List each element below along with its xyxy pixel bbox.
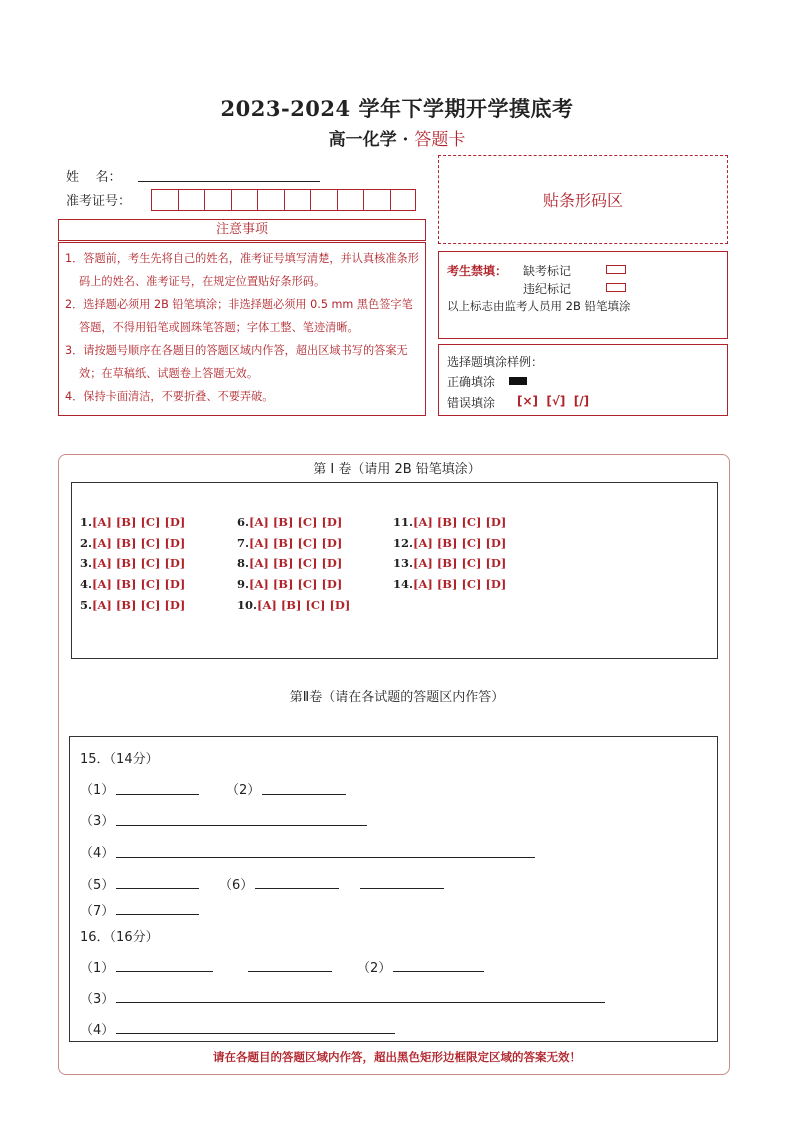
mc-question — [80, 536, 189, 550]
mc-question-number: 12. — [393, 536, 414, 550]
exam-id-cell-divider — [390, 189, 391, 211]
q16-sub4-label: （4） — [80, 1023, 115, 1038]
mc-option-d[interactable]: [D] — [321, 556, 343, 570]
exam-id-cell-divider — [310, 189, 311, 211]
correct-fill-mark — [509, 377, 527, 385]
part2-title: 第Ⅱ卷（请在各试题的答题区内作答） — [289, 690, 505, 705]
page-subtitle — [0, 125, 794, 150]
exam-id-cell-divider — [363, 189, 364, 211]
mc-question — [393, 577, 510, 591]
mc-option-c[interactable]: [C] — [297, 515, 318, 529]
q15-sub1-line[interactable] — [116, 794, 199, 795]
q15-sub2-line[interactable] — [262, 794, 346, 795]
mc-option-a[interactable]: [A] — [413, 515, 433, 529]
footer-warning: 请在各题目的答题区域内作答，超出黑色矩形边框限定区域的答案无效！ — [213, 1050, 581, 1064]
correct-fill-label: 正确填涂 — [447, 375, 496, 389]
mc-option-c[interactable]: [C] — [140, 556, 161, 570]
mc-option-d[interactable]: [D] — [485, 577, 507, 591]
subtitle-answer-card: 答题卡 — [414, 130, 466, 150]
q15-sub2-label: （2） — [226, 783, 261, 798]
q16-sub2-label: （2） — [357, 961, 392, 976]
absent-label: 缺考标记 — [523, 264, 572, 278]
mc-option-b[interactable]: [B] — [115, 536, 137, 550]
subjective-box — [69, 736, 718, 1042]
mc-option-b[interactable]: [B] — [436, 577, 458, 591]
examiner-only-box — [438, 251, 728, 339]
mc-option-c[interactable]: [C] — [305, 598, 326, 612]
mc-question — [237, 536, 346, 550]
mc-question-number: 3. — [80, 556, 93, 570]
mc-question-number: 11. — [393, 515, 414, 529]
mc-option-b[interactable]: [B] — [115, 515, 137, 529]
forbid-title: 考生禁填： — [447, 264, 508, 278]
mc-option-b[interactable]: [B] — [272, 515, 294, 529]
mc-question-number: 6. — [237, 515, 250, 529]
mc-option-d[interactable]: [D] — [485, 556, 507, 570]
mc-option-d[interactable]: [D] — [164, 556, 186, 570]
mc-option-b[interactable]: [B] — [436, 556, 458, 570]
subtitle-main: 高一化学 · — [328, 130, 415, 150]
mc-option-c[interactable]: [C] — [140, 515, 161, 529]
mc-option-b[interactable]: [B] — [280, 598, 302, 612]
q15-sub5-label: （5） — [80, 878, 115, 893]
name-label: 姓 名： — [66, 170, 122, 185]
notice-item: 4．保持卡面清洁，不要折叠、不要弄破。 — [65, 390, 274, 403]
mc-question-number: 10. — [237, 598, 258, 612]
mc-option-c[interactable]: [C] — [461, 556, 482, 570]
mc-option-d[interactable]: [D] — [329, 598, 351, 612]
wrong-fill-label: 错误填涂 — [447, 396, 496, 410]
mc-question-number: 4. — [80, 577, 93, 591]
mc-option-a[interactable]: [A] — [92, 515, 112, 529]
mc-question — [237, 556, 346, 570]
mc-option-c[interactable]: [C] — [297, 556, 318, 570]
mc-option-c[interactable]: [C] — [461, 536, 482, 550]
mc-option-c[interactable]: [C] — [297, 536, 318, 550]
q16-sub1-line-b[interactable] — [248, 971, 332, 972]
mc-option-d[interactable]: [D] — [164, 577, 186, 591]
mc-option-d[interactable]: [D] — [164, 598, 186, 612]
mc-question-number: 2. — [80, 536, 93, 550]
mc-question-number: 5. — [80, 598, 93, 612]
mc-question-number: 7. — [237, 536, 250, 550]
mc-question-number: 13. — [393, 556, 414, 570]
violation-label: 违纪标记 — [523, 282, 572, 296]
notice-item: 2．选择题必须用 2B 铅笔填涂；非选择题必须用 0.5 mm 黑色签字笔答题，不得用铅笔或圆珠笔答题；字体工整、笔迹清晰。 — [65, 298, 413, 334]
sample-title: 选择题填涂样例： — [447, 355, 544, 369]
exam-id-cell-divider — [337, 189, 338, 211]
exam-id-cell-divider — [178, 189, 179, 211]
mc-question-number: 9. — [237, 577, 250, 591]
mc-question — [80, 598, 189, 612]
mc-option-b[interactable]: [B] — [436, 515, 458, 529]
mc-option-a[interactable]: [A] — [413, 556, 433, 570]
violation-mark-box[interactable] — [606, 283, 626, 292]
q16-sub1-label: （1） — [80, 961, 115, 976]
mc-option-a[interactable]: [A] — [413, 536, 433, 550]
q15-sub4-label: （4） — [80, 846, 115, 861]
mc-option-b[interactable]: [B] — [272, 577, 294, 591]
mc-question — [80, 556, 189, 570]
mc-option-b[interactable]: [B] — [272, 556, 294, 570]
mc-option-a[interactable]: [A] — [92, 536, 112, 550]
q16-sub3-line[interactable] — [116, 1002, 605, 1003]
mc-option-a[interactable]: [A] — [413, 577, 433, 591]
mc-question — [237, 515, 346, 529]
mc-question — [393, 536, 510, 550]
mc-option-b[interactable]: [B] — [115, 556, 137, 570]
q16-sub4-line[interactable] — [116, 1033, 395, 1034]
page-title: 2023-2024 学年下学期开学摸底考 — [220, 96, 574, 121]
mc-option-b[interactable]: [B] — [115, 598, 137, 612]
q15-sub5-line[interactable] — [116, 888, 199, 889]
q16-title: 16．（16分） — [80, 930, 159, 945]
q15-sub7-label: （7） — [80, 904, 115, 919]
mc-option-a[interactable]: [A] — [249, 577, 269, 591]
notice-item: 3．请按题号顺序在各题目的答题区域内作答，超出区域书写的答案无效；在草稿纸、试题卷上答题无效。 — [65, 344, 408, 380]
mc-option-c[interactable]: [C] — [140, 577, 161, 591]
notice-title: 注意事项 — [58, 219, 426, 241]
mc-option-a[interactable]: [A] — [249, 536, 269, 550]
q15-sub7-line[interactable] — [116, 914, 199, 915]
mc-question — [393, 515, 510, 529]
part1-title: 第 I 卷（请用 2B 铅笔填涂） — [313, 462, 481, 477]
mc-option-c[interactable]: [C] — [461, 577, 482, 591]
mc-option-b[interactable]: [B] — [272, 536, 294, 550]
mc-option-a[interactable]: [A] — [257, 598, 277, 612]
mc-option-c[interactable]: [C] — [461, 515, 482, 529]
q15-sub1-label: （1） — [80, 783, 115, 798]
mc-question — [237, 577, 346, 591]
mc-option-d[interactable]: [D] — [321, 515, 343, 529]
q15-title: 15．（14分） — [80, 752, 159, 767]
exam-id-cell-divider — [231, 189, 232, 211]
forbid-note: 以上标志由监考人员用 2B 铅笔填涂 — [447, 299, 631, 313]
mc-option-d[interactable]: [D] — [485, 515, 507, 529]
mc-question — [80, 515, 189, 529]
q16-sub2-line[interactable] — [393, 971, 484, 972]
fill-sample-box — [438, 344, 728, 416]
mc-question-number: 8. — [237, 556, 250, 570]
exam-id-cell-divider — [257, 189, 258, 211]
multiple-choice-box — [71, 482, 718, 659]
notice-body — [58, 242, 426, 416]
mc-option-d[interactable]: [D] — [164, 536, 186, 550]
mc-option-c[interactable]: [C] — [140, 598, 161, 612]
mc-option-a[interactable]: [A] — [92, 577, 112, 591]
mc-question-number: 14. — [393, 577, 414, 591]
mc-option-b[interactable]: [B] — [115, 577, 137, 591]
name-field[interactable] — [138, 181, 320, 182]
mc-option-d[interactable]: [D] — [321, 536, 343, 550]
q15-sub6-line-a[interactable] — [255, 888, 339, 889]
q16-sub3-label: （3） — [80, 992, 115, 1007]
absent-mark-box[interactable] — [606, 265, 626, 274]
mc-option-c[interactable]: [C] — [297, 577, 318, 591]
mc-option-a[interactable]: [A] — [92, 598, 112, 612]
mc-option-b[interactable]: [B] — [436, 536, 458, 550]
mc-option-d[interactable]: [D] — [485, 536, 507, 550]
barcode-area: 贴条形码区 — [438, 155, 728, 244]
mc-question — [237, 598, 354, 612]
exam-id-label: 准考证号： — [66, 194, 132, 209]
mc-option-c[interactable]: [C] — [140, 536, 161, 550]
q16-sub1-line-a[interactable] — [116, 971, 213, 972]
mc-option-a[interactable]: [A] — [249, 556, 269, 570]
mc-option-a[interactable]: [A] — [92, 556, 112, 570]
exam-id-cell-divider — [284, 189, 285, 211]
mc-question — [80, 577, 189, 591]
mc-option-d[interactable]: [D] — [164, 515, 186, 529]
exam-id-cell-divider — [204, 189, 205, 211]
mc-question-number: 1. — [80, 515, 93, 529]
q15-sub4-line[interactable] — [116, 857, 535, 858]
q15-sub6-line-b[interactable] — [360, 888, 444, 889]
mc-option-d[interactable]: [D] — [321, 577, 343, 591]
q15-sub3-label: （3） — [80, 814, 115, 829]
mc-option-a[interactable]: [A] — [249, 515, 269, 529]
wrong-fill-marks: [×] [√] [/] — [517, 394, 590, 408]
q15-sub6-label: （6） — [219, 878, 254, 893]
notice-item: 1．答题前，考生先将自己的姓名，准考证号填写清楚，并认真核准条形码上的姓名、准考证号，在规定位置贴好条形码。 — [65, 252, 419, 288]
mc-question — [393, 556, 510, 570]
q15-sub3-line[interactable] — [116, 825, 367, 826]
